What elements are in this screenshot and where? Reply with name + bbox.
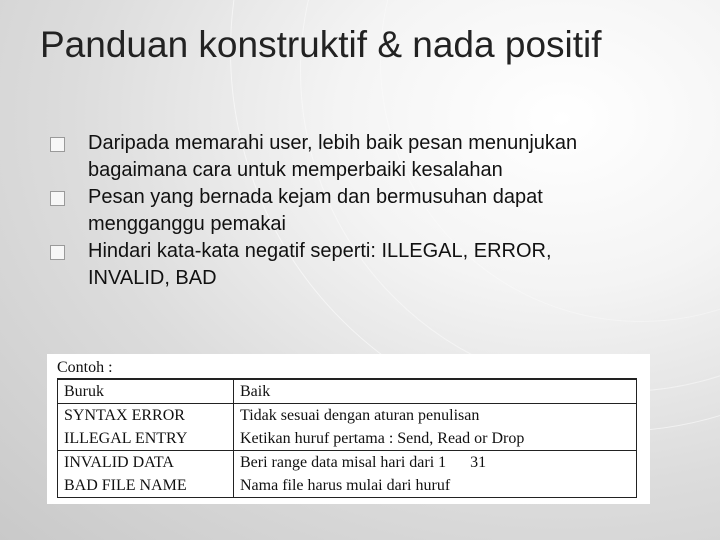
table-row [58,404,637,428]
table-cell: Beri range data misal hari dari 1 31 [234,451,637,475]
example-label: Contoh : [57,359,113,376]
table-cell: Ketikan huruf pertama : Send, Read or Drop [234,427,637,451]
table-cell: Tidak sesuai dengan aturan penulisan [234,404,637,428]
bullet-item [50,238,620,292]
table-row [58,427,637,451]
bullet-box-icon [50,137,65,152]
bullet-item [50,184,620,238]
column-header-bad: Buruk [58,379,234,404]
table-row [58,451,637,475]
bullet-box-icon [50,245,65,260]
table-cell: Nama file harus mulai dari huruf [234,474,637,498]
slide-title: Panduan konstruktif & nada positif [40,24,602,65]
bullet-text: Daripada memarahi user, lebih baik pesan menunjukan bagaimana cara untuk memperbaiki kesalahan [88,132,578,181]
table-cell: BAD FILE NAME [58,474,234,498]
table-header-row [58,379,637,404]
column-header-good: Baik [234,379,637,404]
table-cell: INVALID DATA [58,451,234,475]
table-cell: ILLEGAL ENTRY [58,427,234,451]
bullet-box-icon [50,191,65,206]
example-table [57,378,637,498]
table-row [58,474,637,498]
example-image [47,354,650,504]
bullet-list [50,130,620,292]
bullet-text: Hindari kata-kata negatif seperti: ILLEGAL, ERROR, INVALID, BAD [88,240,552,289]
bullet-text: Pesan yang bernada kejam dan bermusuhan dapat mengganggu pemakai [88,186,543,235]
table-cell: SYNTAX ERROR [58,404,234,428]
bullet-item [50,130,620,184]
